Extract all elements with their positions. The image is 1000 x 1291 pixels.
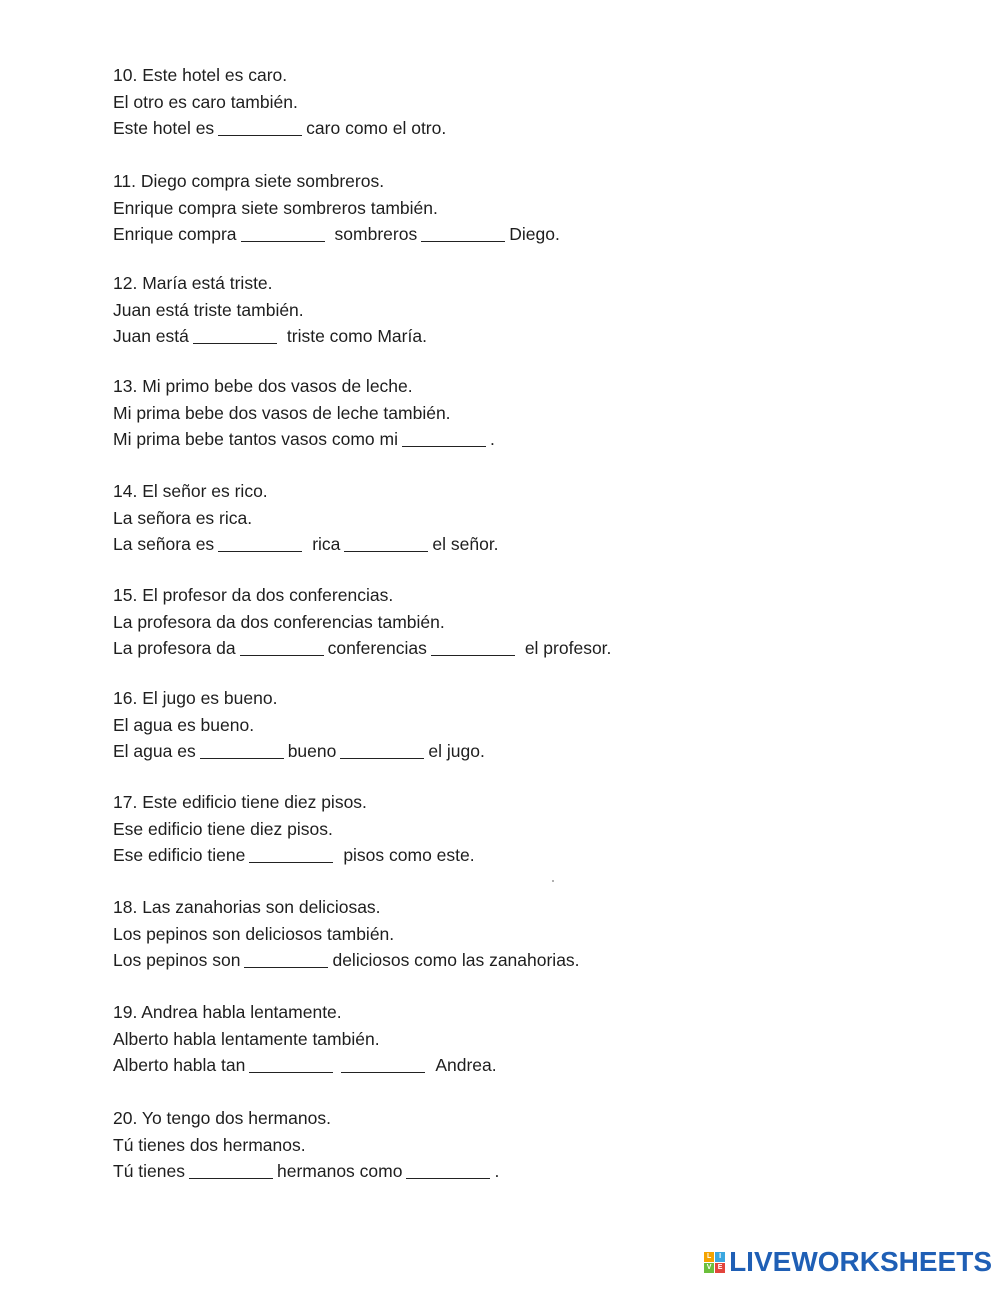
sentence-part: el profesor.	[524, 638, 612, 659]
exercise-12	[113, 270, 733, 350]
sentence-1: Este hotel es caro.	[142, 65, 288, 85]
fill-in-sentence	[113, 531, 733, 558]
sentence-2: Tú tienes dos hermanos.	[113, 1134, 306, 1155]
sentence-part: Alberto habla tan	[113, 1055, 246, 1076]
fill-in-sentence	[113, 1052, 733, 1079]
exercise-number: 19.	[113, 1002, 138, 1022]
sentence-part: Mi prima bebe tantos vasos como mi	[113, 429, 398, 450]
exercise-prompt	[113, 478, 733, 505]
sentence-part: El agua es	[113, 741, 196, 762]
answer-blank[interactable]	[218, 117, 302, 136]
fill-in-sentence	[113, 426, 733, 453]
exercise-number: 16.	[113, 688, 138, 708]
liveworksheets-logo	[704, 1247, 992, 1277]
sentence-2: Los pepinos son deliciosos también.	[113, 923, 395, 944]
logo-text: LIVEWORKSHEETS	[729, 1246, 992, 1277]
exercise-11	[113, 168, 733, 248]
exercise-prompt	[113, 894, 733, 921]
sentence-2: Enrique compra siete sombreros también.	[113, 197, 438, 218]
exercise-number: 18.	[113, 897, 138, 917]
sentence-part: el señor.	[432, 534, 499, 555]
sentence-1: Andrea habla lentamente.	[141, 1002, 342, 1022]
exercise-prompt	[113, 270, 733, 297]
sentence-part: pisos como este.	[343, 845, 475, 866]
fill-in-sentence	[113, 947, 733, 974]
sentence-1: Las zanahorias son deliciosas.	[142, 897, 381, 917]
exercise-18	[113, 894, 733, 974]
sentence-1: El jugo es bueno.	[142, 688, 278, 708]
sentence-part: triste como María.	[286, 326, 427, 347]
logo-block: V	[704, 1263, 714, 1273]
sentence-part: La profesora da	[113, 638, 236, 659]
sentence-part: La señora es	[113, 534, 215, 555]
logo-block: L	[704, 1252, 714, 1262]
exercise-prompt	[113, 999, 733, 1026]
exercise-16	[113, 685, 733, 765]
exercise-number: 20.	[113, 1108, 138, 1128]
answer-blank[interactable]	[341, 1054, 425, 1073]
answer-blank[interactable]	[218, 533, 302, 552]
logo-block: I	[715, 1252, 725, 1262]
exercise-19	[113, 999, 733, 1079]
sentence-1: El señor es rico.	[142, 481, 268, 501]
answer-blank[interactable]	[244, 949, 328, 968]
sentence-part: conferencias	[327, 638, 427, 659]
sentence-2: Alberto habla lentamente también.	[113, 1028, 380, 1049]
sentence-1: Diego compra siete sombreros.	[140, 171, 385, 191]
logo-blocks-icon	[704, 1252, 725, 1273]
fill-in-sentence	[113, 115, 733, 142]
exercise-prompt	[113, 1105, 733, 1132]
answer-blank[interactable]	[189, 1160, 273, 1179]
sentence-2: Mi prima bebe dos vasos de leche también.	[113, 402, 451, 423]
sentence-part: rica	[312, 534, 341, 555]
sentence-1: María está triste.	[142, 273, 273, 293]
answer-blank[interactable]	[249, 844, 333, 863]
sentence-part: Enrique compra	[113, 224, 237, 245]
sentence-1: El profesor da dos conferencias.	[142, 585, 394, 605]
sentence-part: hermanos como	[276, 1161, 403, 1182]
sentence-part: Este hotel es	[113, 118, 215, 139]
exercise-number: 11.	[113, 171, 137, 191]
sentence-part: Diego.	[509, 224, 560, 245]
answer-blank[interactable]	[249, 1054, 333, 1073]
exercise-15	[113, 582, 733, 662]
fill-in-sentence	[113, 635, 733, 662]
sentence-part: .	[489, 429, 495, 450]
answer-blank[interactable]	[200, 740, 284, 759]
sentence-2: El agua es bueno.	[113, 714, 255, 735]
fill-in-sentence	[113, 842, 733, 869]
sentence-part: Juan está	[113, 326, 189, 347]
sentence-1: Mi primo bebe dos vasos de leche.	[142, 376, 413, 396]
exercise-prompt	[113, 582, 733, 609]
answer-blank[interactable]	[402, 428, 486, 447]
answer-blank[interactable]	[241, 223, 325, 242]
fill-in-sentence	[113, 1158, 733, 1185]
exercise-prompt	[113, 62, 733, 89]
exercise-number: 13.	[113, 376, 138, 396]
answer-blank[interactable]	[340, 740, 424, 759]
exercise-17	[113, 789, 733, 869]
exercise-13	[113, 373, 733, 453]
sentence-2: El otro es caro también.	[113, 91, 298, 112]
answer-blank[interactable]	[421, 223, 505, 242]
sentence-2: La profesora da dos conferencias también.	[113, 611, 445, 632]
exercise-prompt	[113, 685, 733, 712]
exercise-14	[113, 478, 733, 558]
exercise-20	[113, 1105, 733, 1185]
exercise-10	[113, 62, 733, 142]
sentence-1: Yo tengo dos hermanos.	[141, 1108, 331, 1128]
sentence-2: Ese edificio tiene diez pisos.	[113, 818, 333, 839]
sentence-2: La señora es rica.	[113, 507, 253, 528]
sentence-part: .	[494, 1161, 500, 1182]
answer-blank[interactable]	[193, 325, 277, 344]
sentence-part: sombreros	[334, 224, 418, 245]
sentence-part: Ese edificio tiene	[113, 845, 246, 866]
sentence-1: Este edificio tiene diez pisos.	[142, 792, 367, 812]
sentence-part: bueno	[287, 741, 337, 762]
exercise-number: 17.	[113, 792, 138, 812]
answer-blank[interactable]	[344, 533, 428, 552]
sentence-part: caro como el otro.	[306, 118, 447, 139]
exercise-number: 10.	[113, 65, 138, 85]
exercise-number: 14.	[113, 481, 138, 501]
logo-block: E	[715, 1263, 725, 1273]
fill-in-sentence	[113, 221, 733, 248]
sentence-2: Juan está triste también.	[113, 299, 304, 320]
exercise-prompt	[113, 168, 733, 195]
exercise-number: 12.	[113, 273, 138, 293]
sentence-part: Andrea.	[435, 1055, 497, 1076]
sentence-part: el jugo.	[428, 741, 485, 762]
exercise-prompt	[113, 789, 733, 816]
sentence-part: deliciosos como las zanahorias.	[332, 950, 580, 971]
exercise-number: 15.	[113, 585, 138, 605]
sentence-part: Los pepinos son	[113, 950, 241, 971]
exercise-prompt	[113, 373, 733, 400]
fill-in-sentence	[113, 323, 733, 350]
fill-in-sentence	[113, 738, 733, 765]
scan-speck	[552, 880, 554, 882]
answer-blank[interactable]	[240, 637, 324, 656]
answer-blank[interactable]	[431, 637, 515, 656]
answer-blank[interactable]	[406, 1160, 490, 1179]
sentence-part: Tú tienes	[113, 1161, 185, 1182]
